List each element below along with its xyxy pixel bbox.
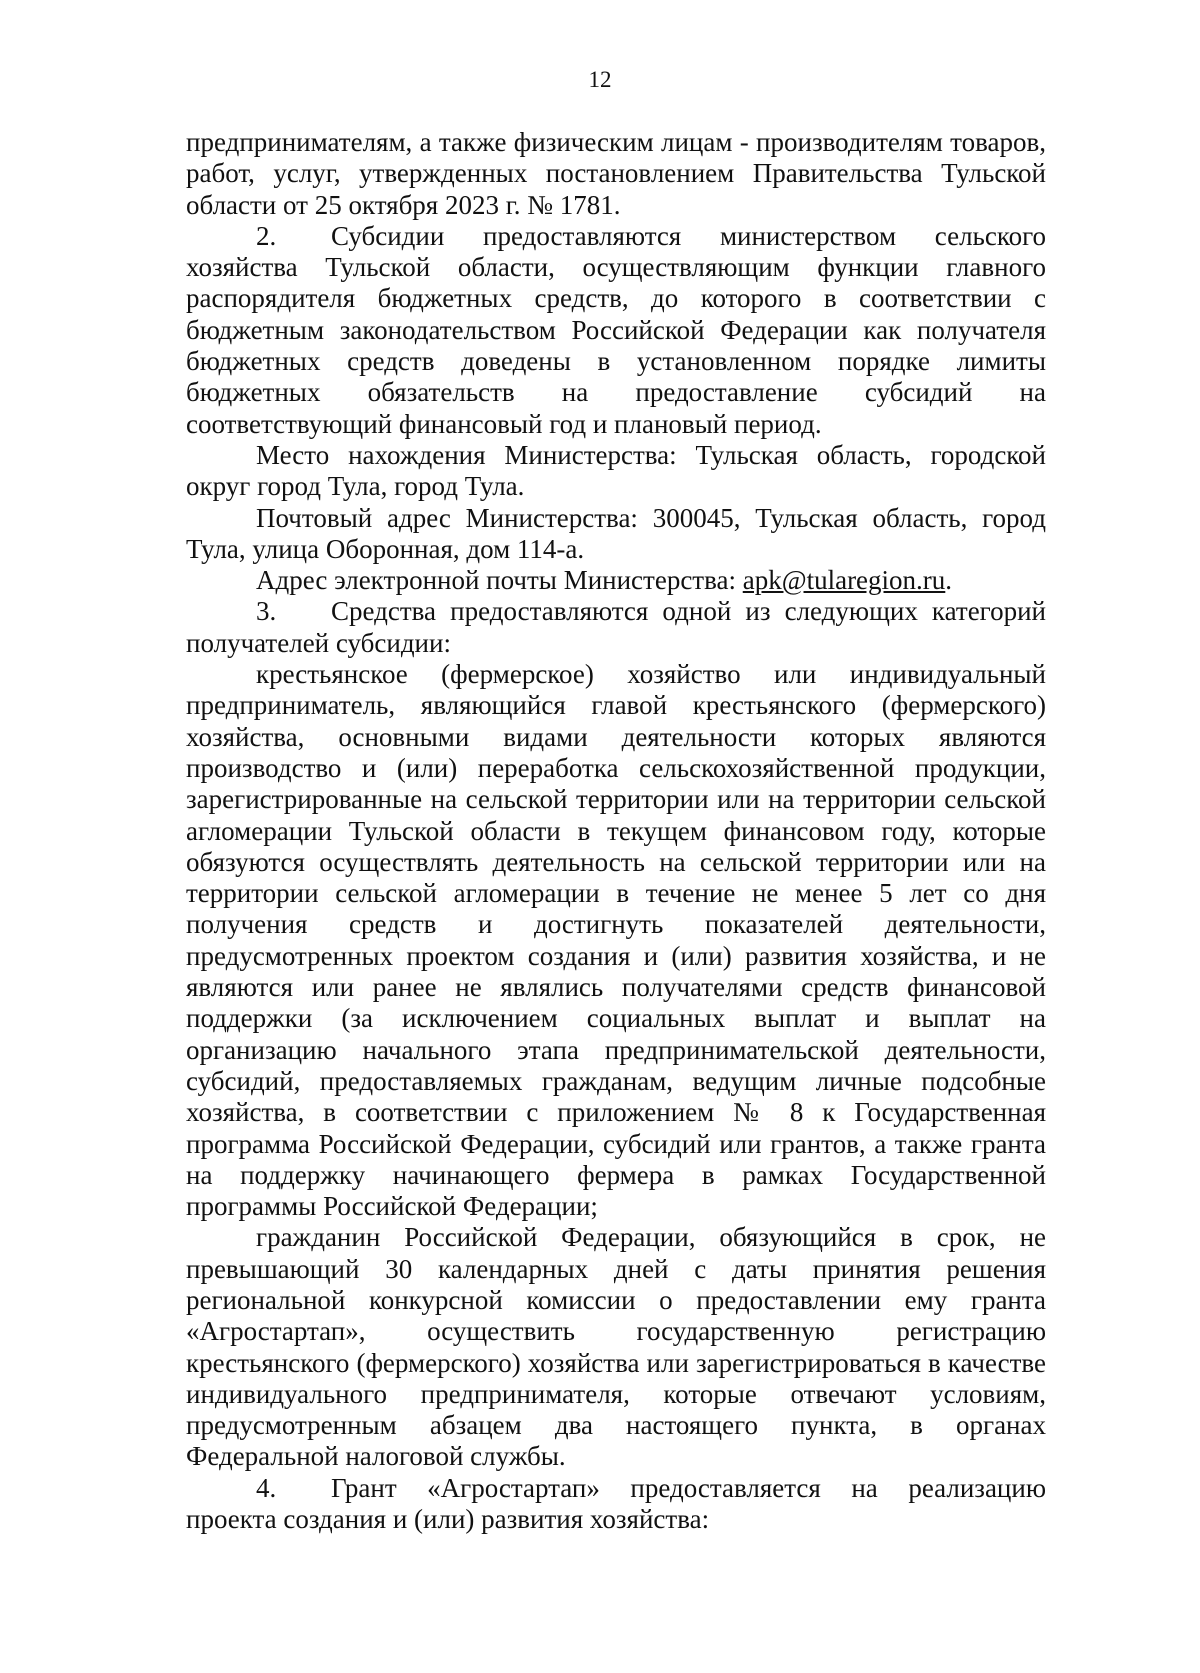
paragraph-email [186, 565, 1046, 596]
email-period: . [945, 565, 953, 596]
document-body [186, 127, 1046, 1535]
item-number-2: 2. [256, 220, 277, 251]
paragraph-item-2-text: Субсидии предоставляются министерством сельского хозяйства Тульской области, осуществляющим функции главного распорядителя бюджетных средств, до которого в соответствии с бюджетным законодательством Российской Федерации как получателя бюджетных средств доведены в установленном порядке лимиты бюджетных обязательств на предоставление субсидий на соответствующий финансовый год и плановый период. [186, 220, 1046, 439]
paragraph-item-3 [186, 596, 1046, 659]
email-link[interactable]: apk@tularegion.ru [742, 565, 946, 596]
paragraph-item-3-text: Средства предоставляются одной из следующих категорий получателей субсидии: [186, 596, 1046, 658]
paragraph-postal-address: Почтовый адрес Министерства: 300045, Тульская область, город Тула, улица Оборонная, дом 114-а. [186, 502, 1046, 564]
paragraph-continuation: предпринимателям, а также физическим лицам - производителям товаров, работ, услуг, утвержденных постановлением Правительства Тульской области от 25 октября 2023 г. № 1781. [186, 127, 1046, 220]
item-number-3: 3. [256, 596, 277, 627]
paragraph-item-2 [186, 221, 1046, 440]
page-number: 12 [588, 67, 612, 92]
paragraph-location: Место нахождения Министерства: Тульская область, городской округ город Тула, город Тула. [186, 439, 1046, 502]
paragraph-item-4 [186, 1473, 1046, 1536]
email-label: Адрес электронной почты Министерства: [256, 565, 743, 596]
paragraph-farm-category: крестьянское (фермерское) хозяйство или индивидуальный предприниматель, являющийся главой крестьянского (фермерского) хозяйства, основными видами деятельности которых являются производство и (или) переработка сельскохозяйственной продукции, зарегистрированные на сельской территории или на территории сельской агломерации Тульской области в текущем финансовом году, которые обязуются осуществлять деятельность на сельской территории или на территории сельской агломерации в течение не менее 5 лет со дня получения средств и достигнуть показателей деятельности, предусмотренных проектом создания и (или) развития хозяйства, и не являются или ранее не являлись получателями средств финансовой поддержки (за исключением социальных выплат и выплат на организацию начального этапа предпринимательской деятельности, субсидий, предоставляемых гражданам, ведущим личные подсобные хозяйства, в соответствии с приложением № 8 к Государственная программа Российской Федерации, субсидий или грантов, а также гранта на поддержку начинающего фермера в рамках Государственной программы Российской Федерации; [186, 659, 1046, 1222]
paragraph-item-4-text: Грант «Агростартап» предоставляется на реализацию проекта создания и (или) развития хозяйства: [186, 1472, 1046, 1535]
paragraph-citizen-category: гражданин Российской Федерации, обязующийся в срок, не превышающий 30 календарных дней с даты принятия решения региональной конкурсной комиссии о предоставлении ему гранта «Агростартап», осуществить государственную регистрацию крестьянского (фермерского) хозяйства или зарегистрироваться в качестве индивидуального предпринимателя, которые отвечают условиям, предусмотренным абзацем два настоящего пункта, в органах Федеральной налоговой службы. [186, 1222, 1046, 1472]
item-number-4: 4. [256, 1472, 277, 1503]
